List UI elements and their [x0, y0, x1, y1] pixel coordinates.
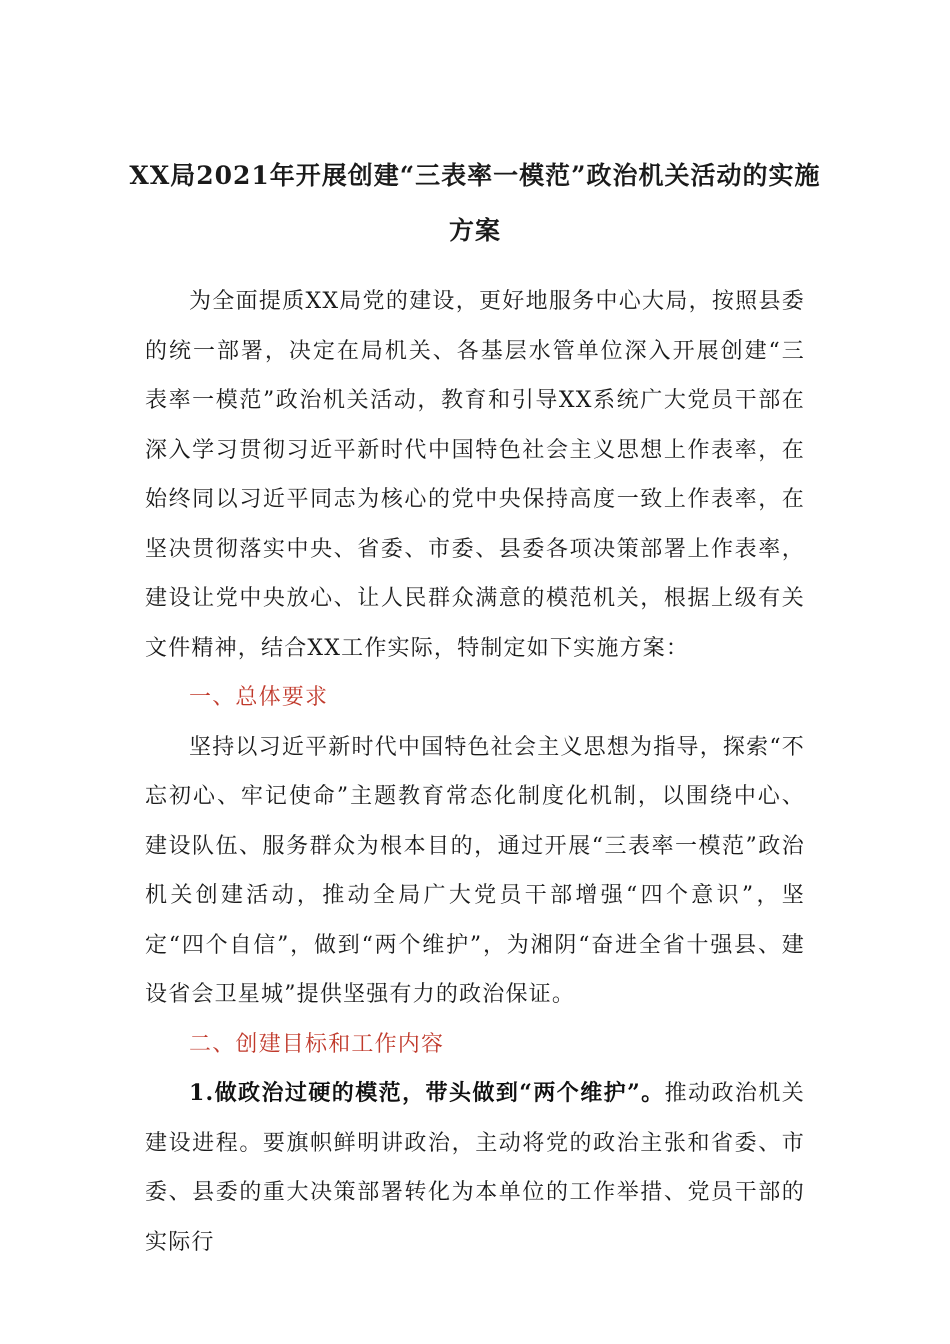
- section-heading-general-requirements: 一、总体要求: [189, 685, 329, 710]
- general-requirements-paragraph: 坚持以习近平新时代中国特色社会主义思想为指导，探索“不忘初心、牢记使命”主题教育常态化制度化机制，以围绕中心、建设队伍、服务群众为根本目的，通过开展“三表率一模范”政治机关创建活动，推动全局广大党员干部增强“四个意识”，坚定“四个自信”，做到“两个维护”，为湘阴“奋进全省十强县、建设省会卫星城”提供坚强有力的政治保证。: [145, 734, 805, 1007]
- section-heading-goals-and-content: 二、创建目标和工作内容: [189, 1031, 445, 1057]
- intro-paragraph: 为全面提质XX局党的建设，更好地服务中心大局，按照县委的统一部署，决定在局机关、各基层水管单位深入开展创建“三表率一模范”政治机关活动，教育和引导XX系统广大党员干部在深入学习贯彻习近平新时代中国特色社会主义思想上作表率，在始终同以习近平同志为核心的党中央保持高度一致上作表率，在坚决贯彻落实中央、省委、市委、县委各项决策部署上作表率，建设让党中央放心、让人民群众满意的模范机关，根据上级有关文件精神，结合XX工作实际，特制定如下实施方案：: [145, 289, 805, 661]
- item-1-paragraph: [145, 1069, 805, 1267]
- document-body: [145, 277, 805, 1267]
- item-1-text: 推动政治机关建设进程。要旗帜鲜明讲政治，主动将党的政治主张和省委、市委、县委的重大决策部署转化为本单位的工作举措、党员干部的实际行: [145, 1081, 806, 1255]
- item-1-lead: 1.做政治过硬的模范，带头做到“两个维护”。: [189, 1080, 665, 1106]
- document-title: XX局2021年开展创建“三表率一模范”政治机关活动的实施方案: [129, 161, 821, 245]
